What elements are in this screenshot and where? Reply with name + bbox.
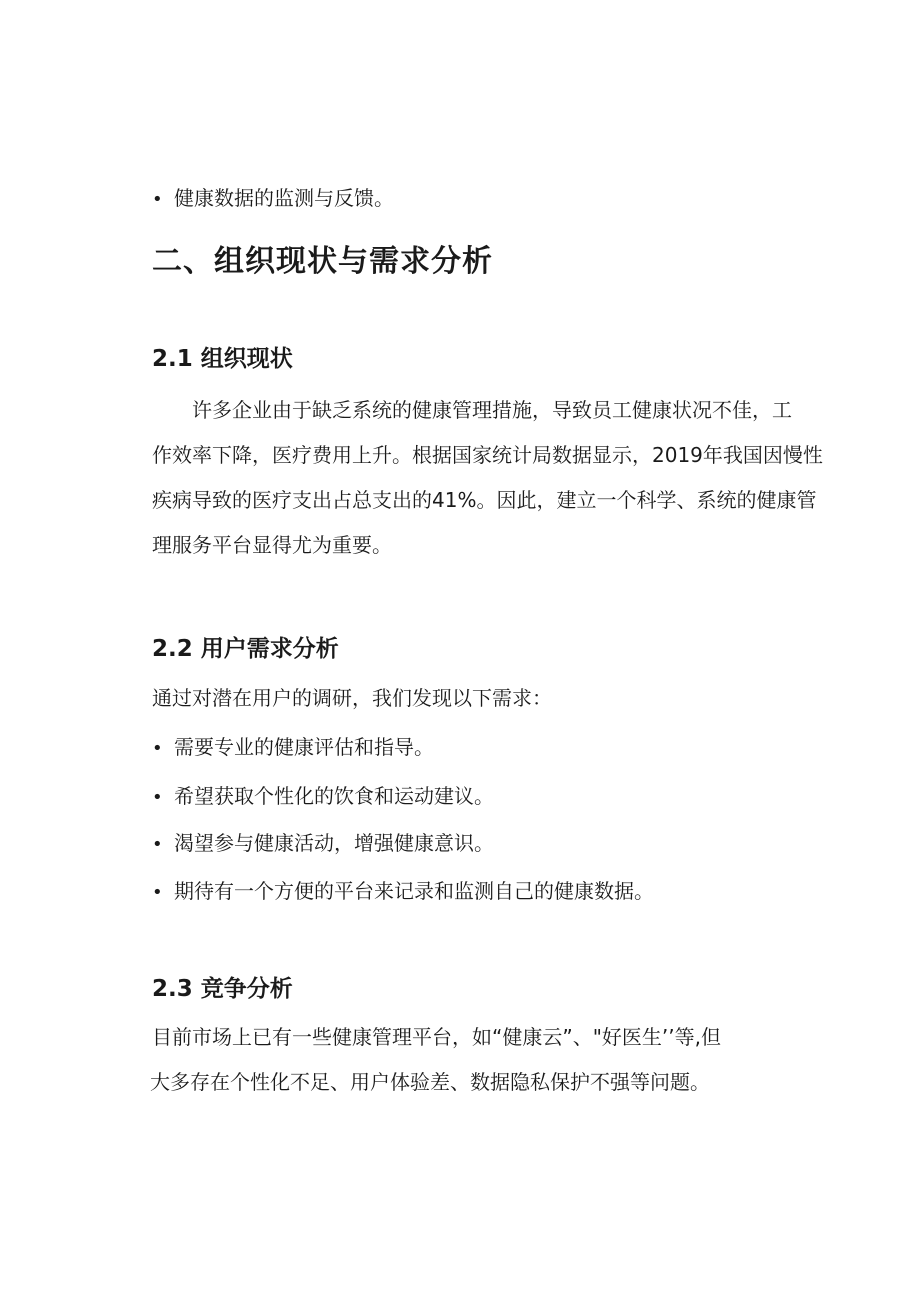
list-item-text: 希望获取个性化的饮食和运动建议。 [174,784,494,808]
paragraph-competition [152,1015,822,1105]
subsection-heading-2-3: 2.3 竞争分析 [152,976,293,1002]
list-item-text: 期待有一个方便的平台来记录和监测自己的健康数据。 [174,879,654,903]
paragraph-line: 作效率下降，医疗费用上升。根据国家统计局数据显示，2019年我国因慢性 [152,443,823,467]
list-item-text: 健康数据的监测与反馈。 [174,186,394,210]
list-item [152,733,434,763]
paragraph-line: 大多存在个性化不足、用户体验差、数据隐私保护不强等问题。 [150,1070,710,1094]
subsection-heading-2-2: 2.2 用户需求分析 [152,636,339,662]
list-item [152,184,394,214]
paragraph-line: 许多企业由于缺乏系统的健康管理措施，导致员工健康状况不佳，工 [192,398,792,422]
list-item [152,782,494,812]
paragraph-survey-intro: 通过对潜在用户的调研，我们发现以下需求： [152,686,552,710]
paragraph-organization-status [152,388,822,568]
bullet-icon: • [152,834,163,855]
bullet-icon: • [152,882,163,903]
paragraph-line: 目前市场上已有一些健康管理平台，如“健康云”、"好医生’’等,但 [152,1025,721,1049]
bullet-icon: • [152,738,163,759]
bullet-icon: • [152,787,163,808]
paragraph-line: 理服务平台显得尤为重要。 [152,533,392,557]
paragraph-line: 疾病导致的医疗支出占总支出的41%。因此，建立一个科学、系统的健康管 [152,488,817,512]
bullet-icon: • [152,189,163,210]
list-item [152,877,654,907]
list-item-text: 需要专业的健康评估和指导。 [174,735,434,759]
list-item-text: 渴望参与健康活动，增强健康意识。 [174,831,494,855]
list-item [152,829,494,859]
subsection-heading-2-1: 2.1 组织现状 [152,346,293,372]
section-heading: 二、组织现状与需求分析 [152,244,493,279]
